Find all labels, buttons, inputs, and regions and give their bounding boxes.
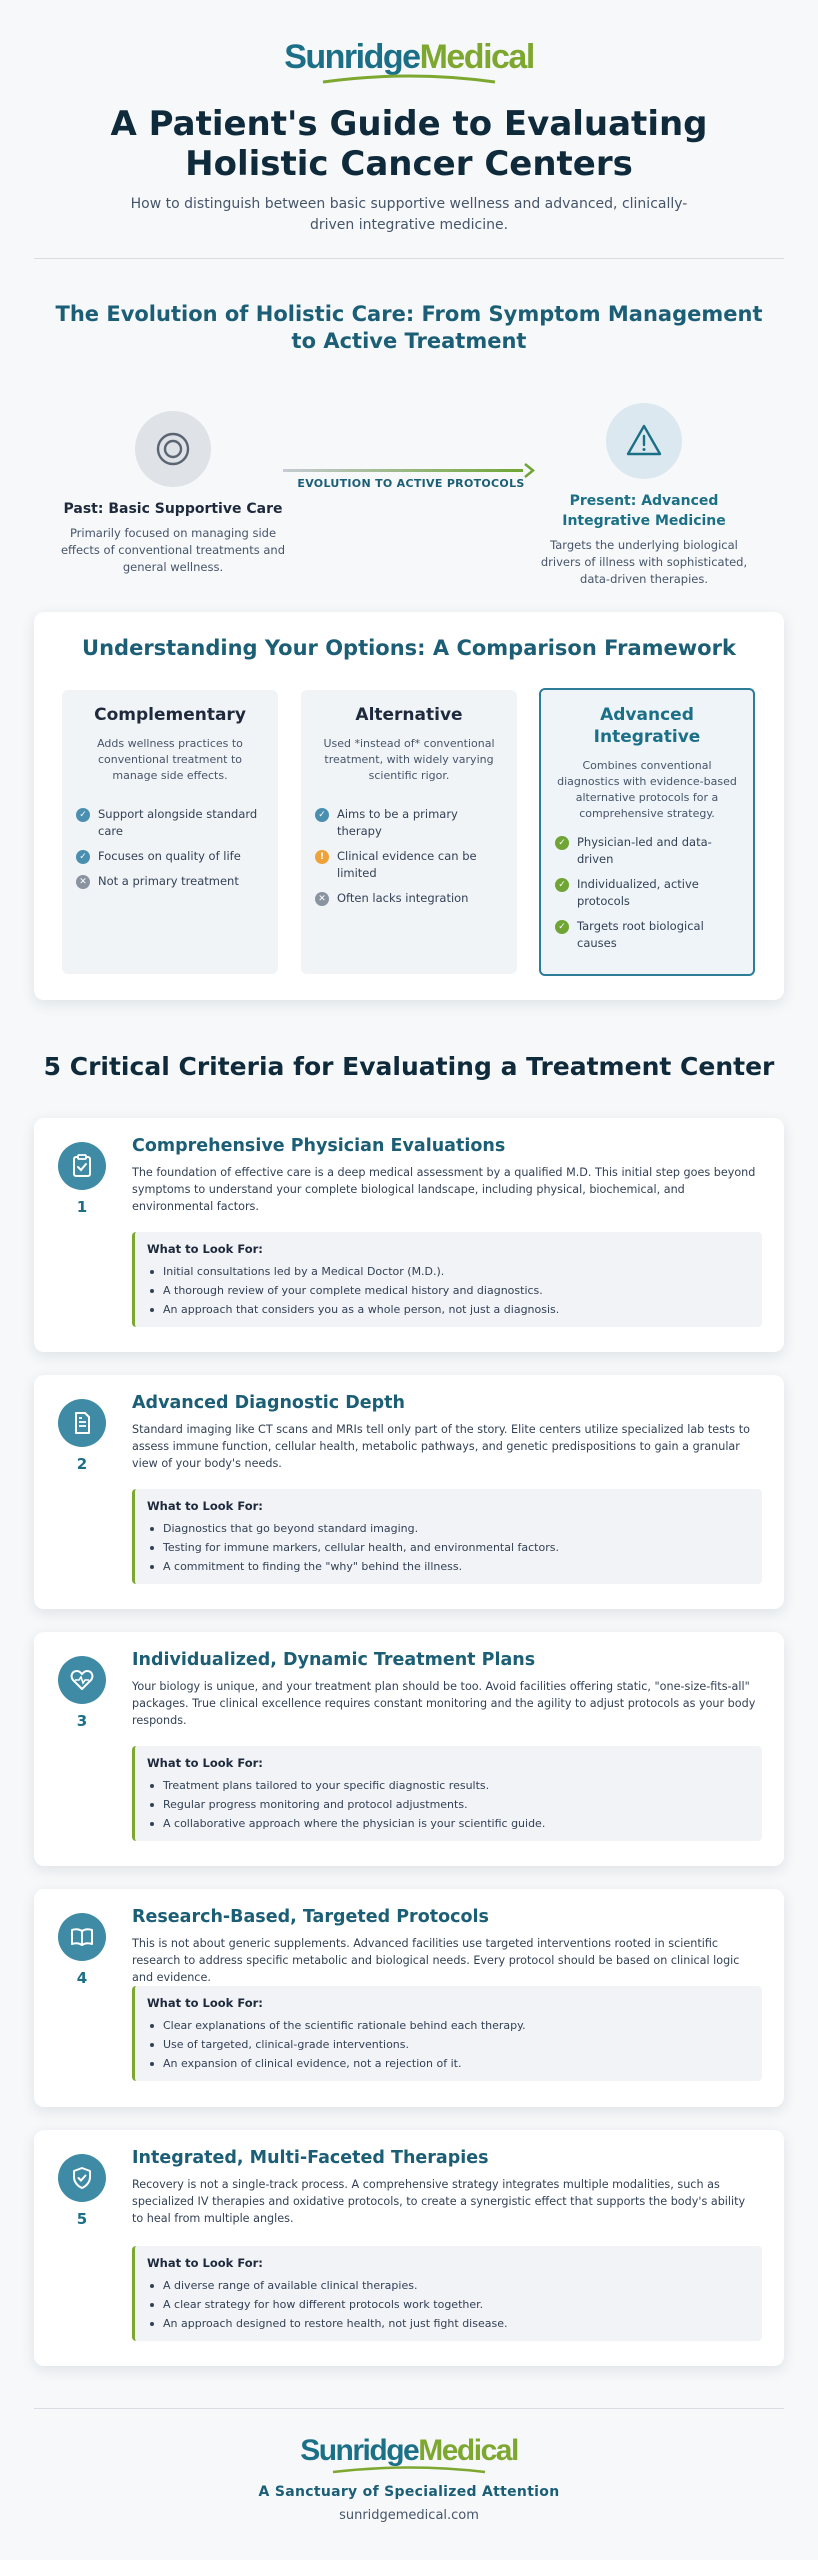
column-title: Complementary [94,705,246,725]
open-book-icon [58,1913,106,1961]
shield-check-icon [58,2154,106,2202]
criterion-description: Recovery is not a single-track process. A comprehensive strategy integrates multiple modalities, such as specialized IV therapies and oxidative protocols, to create a synergistic effect that supports the body's ability to heal from multiple angles. [132,2178,746,2225]
criterion-number: 4 [76,1969,88,1987]
what-to-look-for-box [132,1986,762,2081]
page-title: A Patient's Guide to Evaluating Holistic Cancer Centers [110,104,708,184]
criterion-description: Standard imaging like CT scans and MRIs tell only part of the story. Elite centers utilize specialized lab tests to assess immune function, cellular health, metabolic pathways, and genetic predispositions to gain a granular view of your body's needs. [132,1423,750,1470]
look-for-list [147,2016,748,2073]
cross-icon: ✕ [315,892,329,906]
check-icon: ✓ [555,920,569,934]
list-item: ! Clinical evidence can be limited [315,848,503,882]
document-icon [58,1399,106,1447]
criterion-description: This is not about generic supplements. Advanced facilities use targeted interventions rooted in scientific research to address specific metabolic and biological needs. Every protocol should be based on clinical logic and evidence. [132,1937,740,1984]
list-item: A thorough review of your complete medical history and diagnostics. [147,1281,748,1300]
criterion-title: Comprehensive Physician Evaluations [132,1136,506,1156]
criterion-number: 3 [76,1712,88,1730]
look-for-list [147,2276,748,2333]
criterion-number: 1 [76,1198,88,1216]
criterion-title: Research-Based, Targeted Protocols [132,1907,489,1927]
list-item: ✓ Aims to be a primary therapy [315,806,503,840]
look-for-list [147,1776,748,1833]
look-for-heading: What to Look For: [147,2256,263,2270]
criterion-title: Integrated, Multi-Faceted Therapies [132,2148,489,2168]
criterion-description: Your biology is unique, and your treatment plan should be too. Avoid facilities offering static, "one-size-fits-all" packages. True clinical excellence requires constant monitoring and the agility to adjust protocols as your body responds. [132,1680,756,1727]
brand-logo [0,40,818,84]
column-description: Adds wellness practices to conventional treatment to manage side effects. [97,737,243,782]
list-item: A commitment to finding the "why" behind the illness. [147,1557,748,1576]
criterion-card-1 [34,1118,784,1352]
list-item: ✓ Individualized, active protocols [555,876,739,910]
list-item: ✕ Often lacks integration [315,890,503,907]
column-title: Advanced Integrative [593,705,701,747]
what-to-look-for-box [132,2246,762,2341]
header [0,0,818,236]
evolution-section [0,301,818,611]
column-alternative [301,690,517,974]
list-item: Testing for immune markers, cellular health, and environmental factors. [147,1538,748,1557]
what-to-look-for-box [132,1746,762,1841]
criterion-number: 5 [76,2210,88,2228]
past-label: Past: Basic Supportive Care [63,501,283,517]
evolution-diagram [0,411,818,611]
list-item: A collaborative approach where the physician is your scientific guide. [147,1814,748,1833]
list-item: ✓ Support alongside standard care [76,806,264,840]
logo-wordmark: SunridgeMedical [300,2434,518,2467]
criterion-card-4 [34,1889,784,2107]
criterion-title: Advanced Diagnostic Depth [132,1393,405,1413]
cross-icon: ✕ [76,875,90,889]
list-item: ✓ Targets root biological causes [555,918,739,952]
criterion-card-5 [34,2130,784,2366]
column-items [315,806,503,907]
list-item: An approach that considers you as a whole person, not just a diagnosis. [147,1300,748,1319]
footer-logo [0,2436,818,2474]
evolution-arrow-label: EVOLUTION TO ACTIVE PROTOCOLS [297,477,525,490]
footer-tagline: A Sanctuary of Specialized Attention [258,2484,560,2500]
logo-wordmark: SunridgeMedical [284,38,534,76]
list-item: An expansion of clinical evidence, not a rejection of it. [147,2054,748,2073]
warning-triangle-icon [624,421,664,461]
list-item: A clear strategy for how different protocols work together. [147,2295,748,2314]
look-for-heading: What to Look For: [147,1499,263,1513]
column-title: Alternative [355,705,463,725]
list-item: Initial consultations led by a Medical Doctor (M.D.). [147,1262,748,1281]
list-item: Clear explanations of the scientific rationale behind each therapy. [147,2016,748,2035]
present-label: Present: Advanced Integrative Medicine [562,493,726,529]
check-icon: ✓ [76,850,90,864]
column-complementary [62,690,278,974]
list-item: ✕ Not a primary treatment [76,873,264,890]
criterion-card-3 [34,1632,784,1866]
divider [34,258,784,259]
look-for-heading: What to Look For: [147,1996,263,2010]
comparison-card [34,612,784,1000]
footer-website-link[interactable]: sunridgemedical.com [339,2508,479,2523]
footer-divider [34,2408,784,2409]
comparison-title: Understanding Your Options: A Comparison Framework [82,636,736,660]
column-description: Combines conventional diagnostics with evidence-based alternative protocols for a comprehensive strategy. [557,759,737,820]
list-item: A diverse range of available clinical therapies. [147,2276,748,2295]
past-icon-circle [135,411,211,487]
warning-icon: ! [315,850,329,864]
list-item: An approach designed to restore health, not just fight disease. [147,2314,748,2333]
list-item: Diagnostics that go beyond standard imaging. [147,1519,748,1538]
list-item: Treatment plans tailored to your specific diagnostic results. [147,1776,748,1795]
column-description: Used *instead of* conventional treatment, with widely varying scientific rigor. [323,737,495,782]
check-icon: ✓ [555,878,569,892]
check-icon: ✓ [76,808,90,822]
what-to-look-for-box [132,1232,762,1327]
heart-pulse-icon [58,1656,106,1704]
past-description: Primarily focused on managing side effects of conventional treatments and general wellness. [60,526,285,574]
list-item: ✓ Focuses on quality of life [76,848,264,865]
column-advanced-integrative [539,688,755,976]
logo-swoosh-icon [329,2466,489,2474]
look-for-list [147,1262,748,1319]
look-for-list [147,1519,748,1576]
criterion-description: The foundation of effective care is a deep medical assessment by a qualified M.D. This initial step goes beyond symptoms to understand your complete biological landscape, including physical, biochemical, and environmental factors. [132,1166,756,1213]
evolution-title: The Evolution of Holistic Care: From Symptom Management to Active Treatment [55,302,763,353]
present-icon-circle [606,403,682,479]
page-subtitle: How to distinguish between basic supportive wellness and advanced, clinically-driven integrative medicine. [130,196,688,233]
criterion-title: Individualized, Dynamic Treatment Plans [132,1650,536,1670]
list-item: Regular progress monitoring and protocol adjustments. [147,1795,748,1814]
what-to-look-for-box [132,1489,762,1584]
column-items [76,806,264,890]
check-icon: ✓ [315,808,329,822]
present-description: Targets the underlying biological drivers of illness with sophisticated, data-driven therapies. [540,538,748,586]
column-items [555,834,739,952]
list-item: Use of targeted, clinical-grade interventions. [147,2035,748,2054]
look-for-heading: What to Look For: [147,1242,263,1256]
list-item: ✓ Physician-led and data-driven [555,834,739,868]
target-icon [153,429,193,469]
look-for-heading: What to Look For: [147,1756,263,1770]
check-icon: ✓ [555,836,569,850]
criteria-title: 5 Critical Criteria for Evaluating a Treatment Center [43,1052,775,1081]
criterion-card-2 [34,1375,784,1609]
clipboard-check-icon [58,1142,106,1190]
criterion-number: 2 [76,1455,88,1473]
